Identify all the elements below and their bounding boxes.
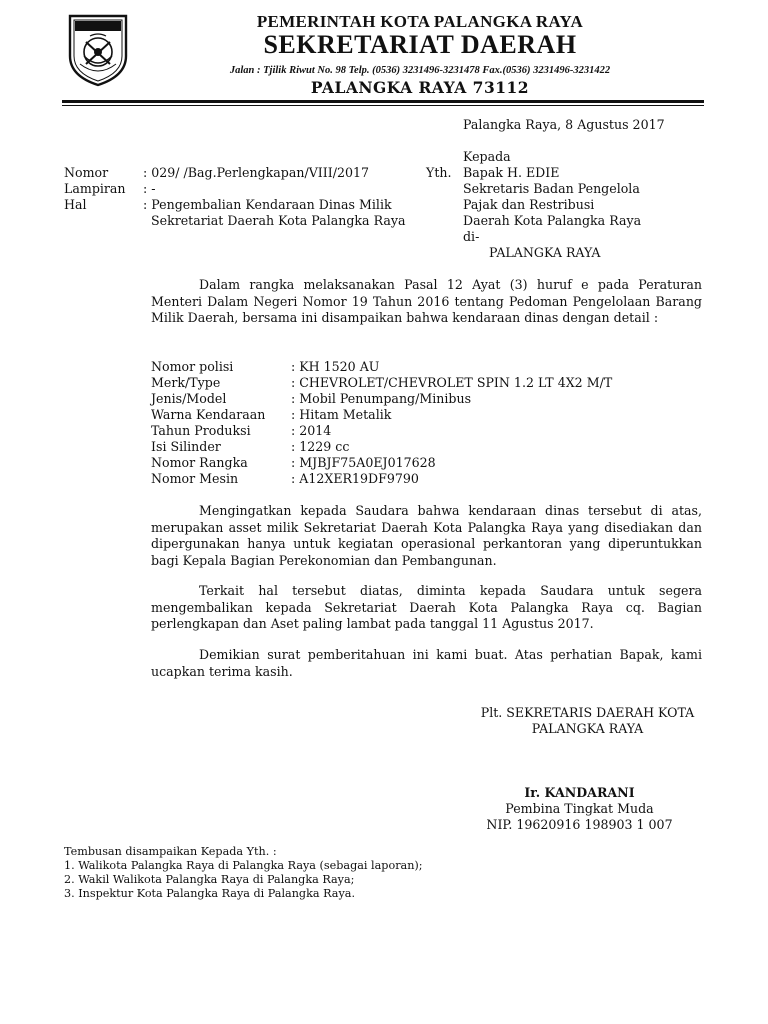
detail-value: : 2014 [291, 423, 332, 438]
signatory-title-2: PALANGKA RAYA [531, 721, 644, 736]
letterhead-city: PALANGKA RAYA 73112 [310, 78, 530, 97]
nomor-value: : 029/ /Bag.Perlengkapan/VIII/2017 [143, 165, 370, 180]
nomor-label: Nomor [64, 165, 109, 180]
detail-row-isi-silinder [151, 439, 349, 455]
recipient-di: di- [463, 229, 480, 244]
detail-label: Nomor polisi [151, 359, 234, 374]
detail-value: : Hitam Metalik [291, 407, 392, 422]
detail-value: : MJBJF75A0EJ017628 [291, 455, 436, 470]
letterhead-government: PEMERINTAH KOTA PALANGKA RAYA [256, 12, 584, 31]
detail-label: Jenis/Model [151, 391, 227, 406]
detail-label: Warna Kendaraan [151, 407, 266, 422]
recipient-name: Bapak H. EDIE [463, 165, 560, 180]
letterhead-address: Jalan : Tjilik Riwut No. 98 Telp. (0536) 3231496-3231478 Fax.(0536) 3231496-3231422 [229, 65, 611, 76]
detail-value: : 1229 cc [291, 439, 350, 454]
intro-paragraph: Dalam rangka melaksanakan Pasal 12 Ayat (3) huruf e pada Peraturan Menteri Dalam Negeri Nomor 19 Tahun 2016 tentang Pedoman Pengelolaan Barang Milik Daerah, bersama ini disampaikan bahwa kendaraan dinas dengan detail : [151, 277, 702, 326]
lampiran-label: Lampiran [64, 181, 126, 196]
signatory-nip: NIP. 19620916 198903 1 007 [486, 817, 673, 832]
hal-value-1: : Pengembalian Kendaraan Dinas Milik [143, 197, 392, 212]
letterhead-rule-thick [62, 100, 704, 103]
signatory-rank: Pembina Tingkat Muda [505, 801, 654, 816]
detail-row-nomor-rangka [151, 455, 436, 471]
detail-row-jenis-model [151, 391, 471, 407]
cc-item: 1. Walikota Palangka Raya di Palangka Raya (sebagai laporan); [64, 859, 423, 872]
detail-label: Isi Silinder [151, 439, 221, 454]
cc-item: 2. Wakil Walikota Palangka Raya di Palangka Raya; [64, 873, 355, 886]
detail-value: : A12XER19DF9790 [291, 471, 419, 486]
recipient-line-2: Pajak dan Restribusi [463, 197, 595, 212]
detail-row-tahun [151, 423, 331, 439]
detail-row-warna [151, 407, 391, 423]
signatory-title-1: Plt. SEKRETARIS DAERAH KOTA [480, 705, 695, 720]
hal-value-2: Sekretariat Daerah Kota Palangka Raya [151, 213, 406, 228]
detail-value: : KH 1520 AU [291, 359, 380, 374]
paragraph-closing: Demikian surat pemberitahuan ini kami buat. Atas perhatian Bapak, kami ucapkan terima kasih. [151, 647, 702, 679]
paragraph-reminder: Mengingatkan kepada Saudara bahwa kendaraan dinas tersebut di atas, merupakan asset milik Sekretariat Daerah Kota Palangka Raya yang disediakan dan dipergunakan hanya untuk kegiatan operasional perkantoran yang diperuntukkan bagi Kepala Bagian Perekonomian dan Pembangunan. [151, 503, 702, 568]
recipient-yth: Yth. [426, 165, 452, 180]
letterhead-rule-thin [62, 105, 704, 106]
recipient-city: PALANGKA RAYA [489, 245, 601, 260]
signatory-name: Ir. KANDARANI [524, 785, 635, 800]
detail-row-nomor-mesin [151, 471, 419, 487]
city-emblem-logo [64, 12, 132, 88]
hal-label: Hal [64, 197, 87, 212]
detail-value: : CHEVROLET/CHEVROLET SPIN 1.2 LT 4X2 M/T [291, 375, 613, 390]
detail-row-merk-type [151, 375, 612, 391]
recipient-line-3: Daerah Kota Palangka Raya [463, 213, 642, 228]
recipient-kepada: Kepada [463, 149, 511, 164]
letterhead-office: SEKRETARIAT DAERAH [263, 30, 577, 59]
detail-value: : Mobil Penumpang/Minibus [291, 391, 472, 406]
lampiran-value: : - [143, 181, 156, 196]
cc-item: 3. Inspektur Kota Palangka Raya di Palangka Raya. [64, 887, 355, 900]
paragraph-request: Terkait hal tersebut diatas, diminta kepada Saudara untuk segera mengembalikan kepada Sekretariat Daerah Kota Palangka Raya cq. Bagian perlengkapan dan Aset paling lambat pada tanggal 11 Agustus 2017. [151, 583, 702, 632]
detail-row-nomor-polisi [151, 359, 379, 375]
detail-label: Nomor Mesin [151, 471, 239, 486]
detail-label: Tahun Produksi [151, 423, 251, 438]
place-date: Palangka Raya, 8 Agustus 2017 [463, 117, 665, 132]
detail-label: Merk/Type [151, 375, 221, 390]
cc-heading: Tembusan disampaikan Kepada Yth. : [64, 845, 277, 858]
recipient-line-1: Sekretaris Badan Pengelola [463, 181, 640, 196]
detail-label: Nomor Rangka [151, 455, 248, 470]
